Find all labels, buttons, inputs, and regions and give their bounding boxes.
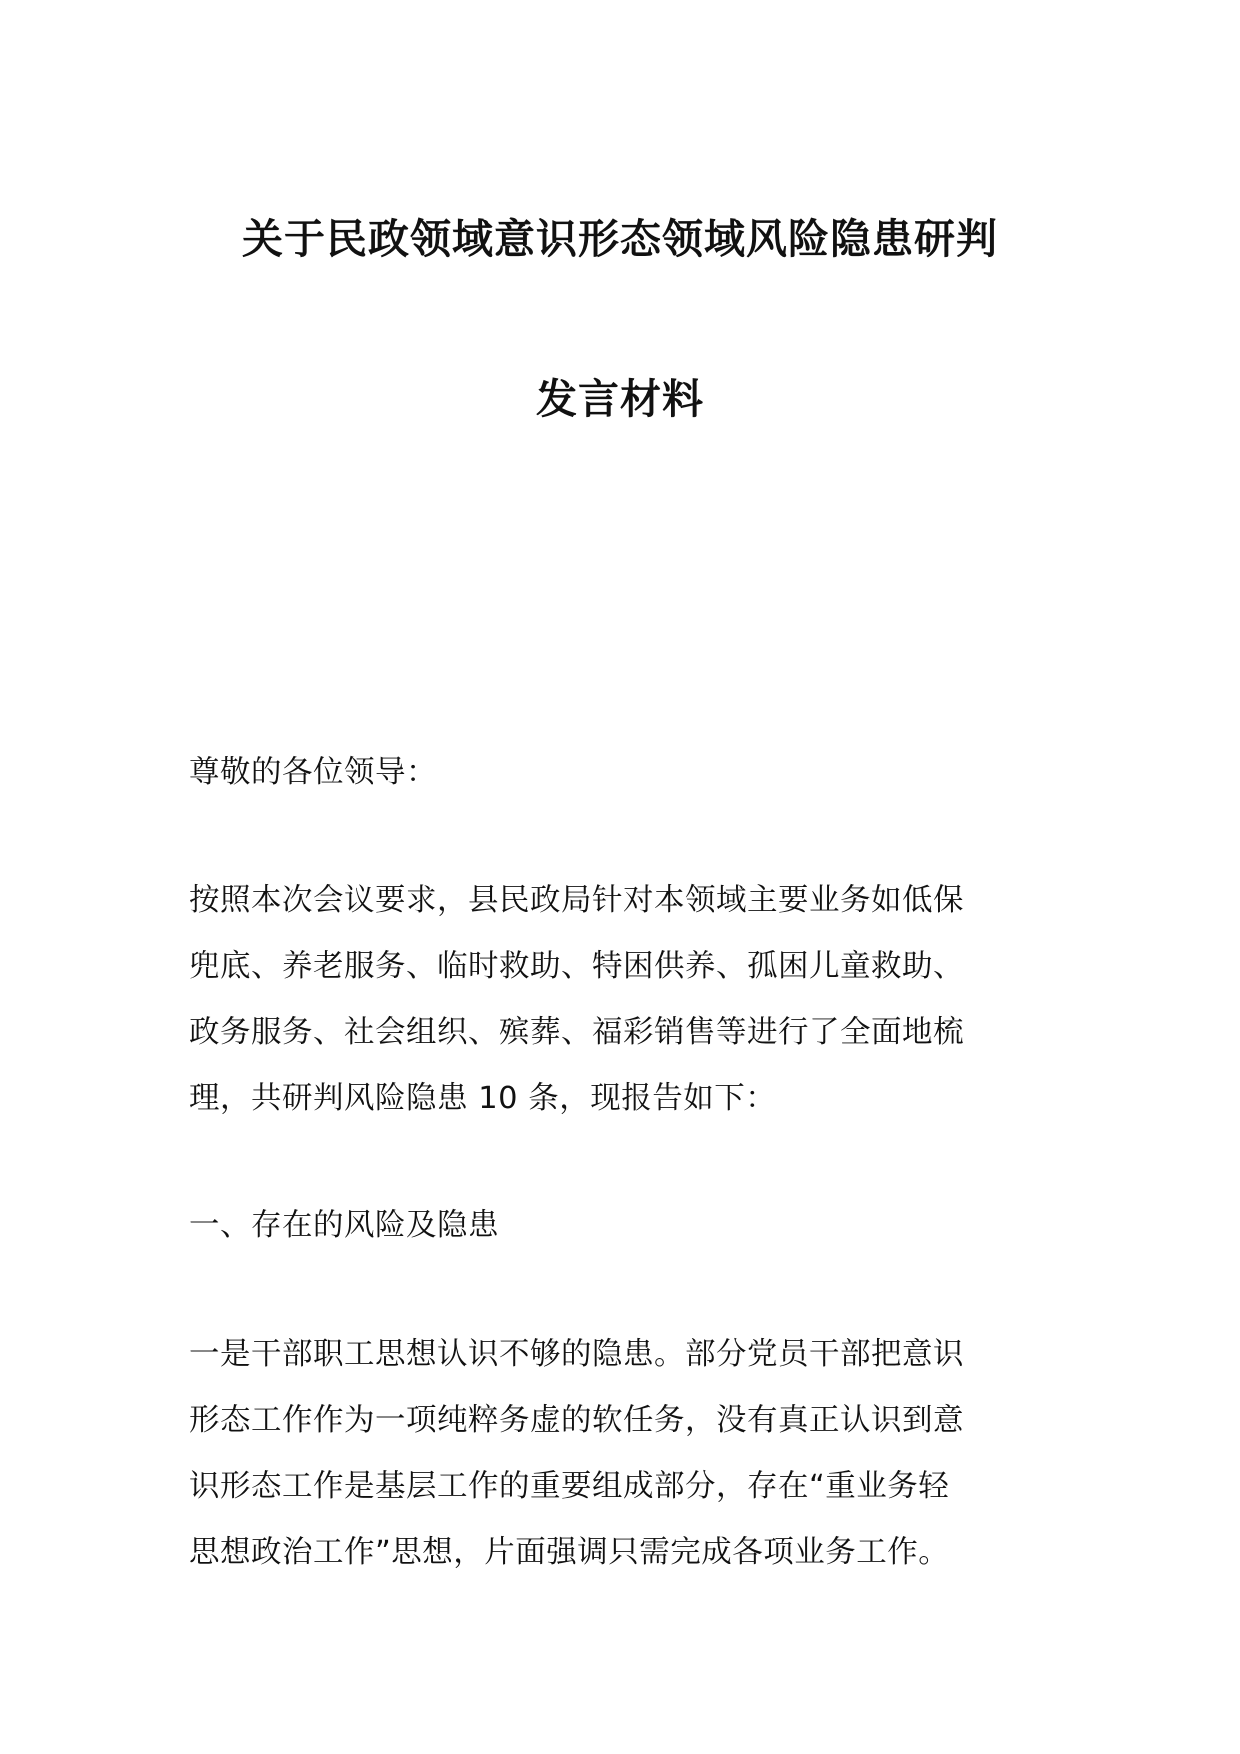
intro-line: 按照本次会议要求，县民政局针对本领域主要业务如低保 xyxy=(189,883,964,918)
point-1-line: 形态工作作为一项纯粹务虚的软任务，没有真正认识到意 xyxy=(189,1403,964,1438)
point-1-paragraph xyxy=(189,1322,1059,1586)
intro-paragraph xyxy=(189,868,1059,1132)
intro-line: 政务服务、社会组织、殡葬、福彩销售等进行了全面地梳 xyxy=(189,1015,964,1050)
section-heading-text: 一、存在的风险及隐患 xyxy=(189,1208,499,1243)
intro-line: 兜底、养老服务、临时救助、特困供养、孤困儿童救助、 xyxy=(189,949,964,984)
point-1-line: 识形态工作是基层工作的重要组成部分，存在“重业务轻 xyxy=(189,1469,950,1504)
point-1-line: 一是干部职工思想认识不够的隐患。部分党员干部把意识 xyxy=(189,1337,964,1372)
document-title-line-1: 关于民政领域意识形态领域风险隐患研判 xyxy=(242,215,998,263)
greeting-text: 尊敬的各位领导： xyxy=(189,755,437,790)
greeting xyxy=(189,740,1059,806)
document-title-line-2: 发言材料 xyxy=(536,375,704,423)
point-1-line: 思想政治工作”思想，片面强调只需完成各项业务工作。 xyxy=(189,1535,950,1570)
section-heading xyxy=(189,1193,1059,1259)
intro-line: 理，共研判风险隐患 10 条，现报告如下： xyxy=(189,1081,777,1116)
